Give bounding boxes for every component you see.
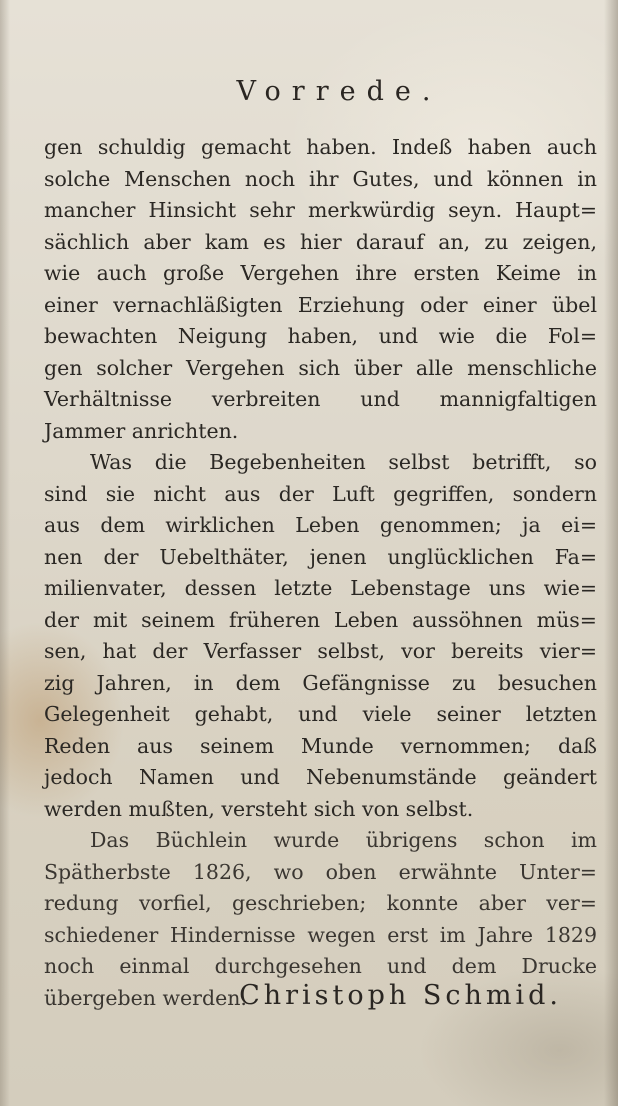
text-line: solche Menschen noch ihr Gutes, und können in <box>44 166 597 191</box>
text-line: sen, hat der Verfasser selbst, vor bereits vier= <box>44 639 597 663</box>
text-line: schiedener Hindernisse wegen erst im Jahre 1829 <box>44 922 597 947</box>
text-line: sächlich aber kam es hier darauf an, zu zeigen, <box>44 229 597 254</box>
text-line: Was die Begebenheiten selbst betrifft, so <box>90 450 597 474</box>
text-line: Reden aus seinem Munde vernommen; daß <box>44 733 597 758</box>
text-line: Verhältnisse verbreiten und mannigfaltigen <box>44 387 597 411</box>
text-line: Gelegenheit gehabt, und viele seiner letzten <box>44 702 597 726</box>
text-line: Das Büchlein wurde übrigens schon im <box>90 828 597 852</box>
paragraph-1 <box>44 132 597 447</box>
text-line: zig Jahren, in dem Gefängnisse zu besuchen <box>44 670 597 695</box>
text-line: einer vernachläßigten Erziehung oder einer übel <box>44 292 597 317</box>
text-line: nen der Uebelthäter, jenen unglücklichen Fa= <box>44 544 597 569</box>
text-line: Spätherbste 1826, wo oben erwähnte Unter= <box>44 859 597 884</box>
text-line: gen schuldig gemacht haben. Indeß haben auch <box>44 135 597 159</box>
author-signature: Christoph Schmid. <box>239 980 562 1011</box>
text-line: bewachten Neigung haben, und wie die Fol= <box>44 324 597 348</box>
text-line: wie auch große Vergehen ihre ersten Keime in <box>44 261 597 285</box>
paragraph-2 <box>44 447 597 825</box>
page-right-shadow <box>604 0 618 1106</box>
text-line: aus dem wirklichen Leben genommen; ja ei= <box>44 513 597 537</box>
body-text <box>44 132 597 1014</box>
text-line: übergeben werden. <box>44 985 247 1010</box>
text-line: der mit seinem früheren Leben aussöhnen müs= <box>44 607 597 632</box>
text-line: gen solcher Vergehen sich über alle menschliche <box>44 355 597 380</box>
text-line: sind sie nicht aus der Luft gegriffen, sondern <box>44 481 597 506</box>
text-line: mancher Hinsicht sehr merkwürdig seyn. Haupt= <box>44 198 597 222</box>
text-line: redung vorfiel, geschrieben; konnte aber ver= <box>44 891 597 915</box>
text-line: noch einmal durchgesehen und dem Drucke <box>44 954 597 978</box>
text-line: milienvater, dessen letzte Lebenstage uns wie= <box>44 576 597 600</box>
text-line: Jammer anrichten. <box>44 418 239 443</box>
text-line: werden mußten, versteht sich von selbst. <box>44 796 474 821</box>
page-left-shadow <box>0 0 10 1106</box>
text-line: jedoch Namen und Nebenumstände geändert <box>44 765 597 789</box>
running-header: Vorrede. <box>236 76 442 107</box>
